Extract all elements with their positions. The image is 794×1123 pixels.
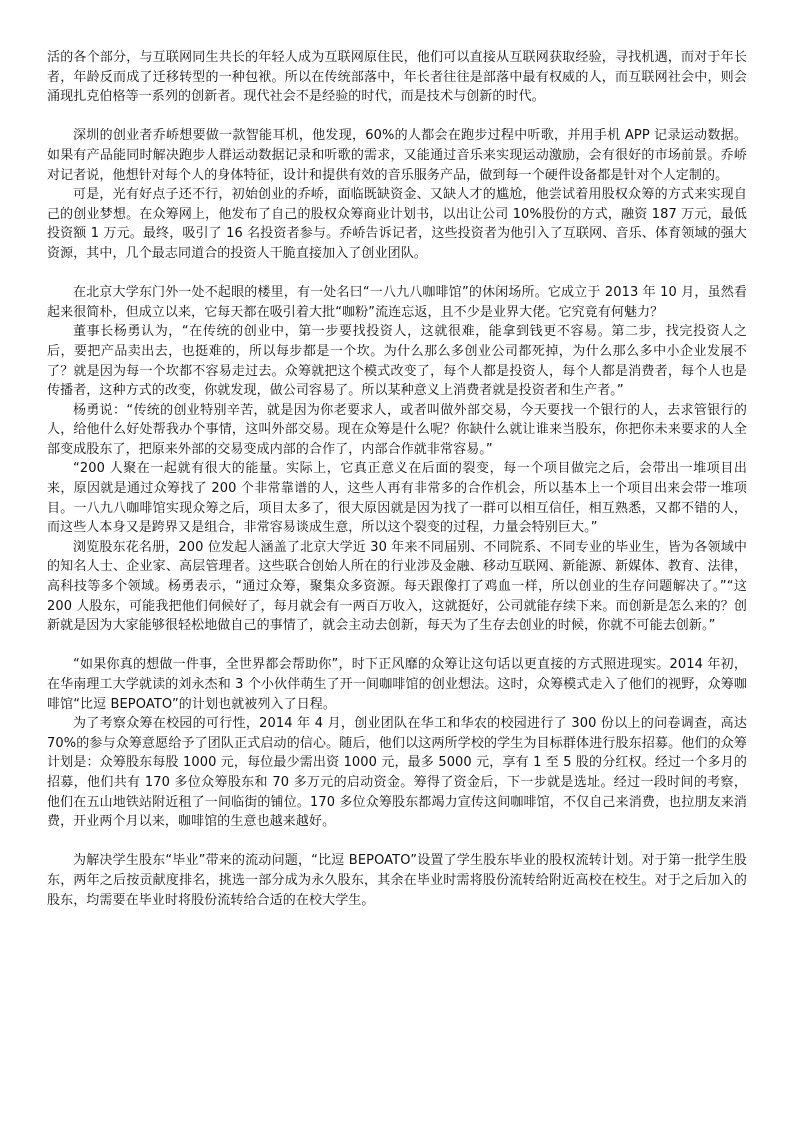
document-page: [47, 48, 747, 910]
paragraph-3: 可是，光有好点子还不行，初始创业的乔峤，面临既缺资金、又缺人才的尴尬，他尝试着用股权众筹的方式来实现自己的创业梦想。在众筹网上，他发布了自己的股权众筹商业计划书，以出让公司 10%股份的方式，融资 187 万元，最低投资额 1 万元。最终，吸引了 16 名投资者参与。乔峤告诉记者，这些投资者为他引入了互联网、音乐、体育领域的强大资源，其中，几个最志同道合的投资人干脆直接加入了创业团队。: [47, 187, 747, 261]
paragraph-1: 活的各个部分，与互联网同生共长的年轻人成为互联网原住民，他们可以直接从互联网获取经验，寻找机遇，而对于年长者，年龄反而成了迁移转型的一种包袱。所以在传统部落中，年长者往往是部落中最有权威的人，而互联网社会中，则会涌现扎克伯格等一系列的创新者。现代社会不是经验的时代，而是技术与创新的时代。: [47, 50, 747, 105]
paragraph-7: “200 人聚在一起就有很大的能量。实际上，它真正意义在后面的裂变，每一个项目做完之后，会带出一堆项目出来，原因就是通过众筹找了 200 个非常靠谱的人，这些人再有非常多的合作机会，所以基本上一个项目出来会带一堆项目。一八九八咖啡馆实现众筹之后，项目太多了，很大原因就是因为找了一群可以相互信任，相互熟悉，又都不错的人，而这些人本身又是跨界又是组合，非常容易谈成生意，所以这个裂变的过程，力量会特别巨大。”: [47, 461, 747, 536]
paragraph-4: 在北京大学东门外一处不起眼的楼里，有一处名曰“一八九八咖啡馆”的休闲场所。它成立于 2013 年 10 月，虽然看起来很简朴，但成立以来，它每天都在吸引着大批“咖粉”流连忘返，且不少是业界大佬。它究竟有何魅力？: [47, 285, 747, 320]
paragraph-11: 为解决学生股东“毕业”带来的流动问题，“比逗 BEPOATO”设置了学生股东毕业的股权流转计划。对于第一批学生股东，两年之后按贡献度排名，挑选一部分成为永久股东，其余在毕业时需将股份流转给附近高校在校生。对于之后加入的股东，均需要在毕业时将股份流转给合适的在校大学生。: [47, 853, 747, 908]
paragraph-5: 董事长杨勇认为，“在传统的创业中，第一步要找投资人，这就很难，能拿到钱更不容易。第二步，找完投资人之后，要把产品卖出去，也挺难的，所以每步都是一个坎。为什么那么多创业公司都死掉，为什么那么多中小企业发展不了？就是因为每一个坎都不容易走过去。众筹就把这个模式改变了，每个人都是投资人，每个人都是消费者，每个人也是传播者，这种方式的改变，你就发现，做公司容易了。所以某种意义上消费者就是投资者和生产者。”: [47, 324, 747, 399]
paragraph-10: 为了考察众筹在校园的可行性，2014 年 4 月，创业团队在华工和华农的校园进行了 300 份以上的问卷调查，高达 70%的参与众筹意愿给予了团队正式启动的信心。随后，他们以这两所学校的学生为目标群体进行股东招募。他们的众筹计划是：众筹股东每股 1000 元，每位最少需出资 1000 元，最多 5000 元，享有 1 至 5 股的分红权。经过一个多月的招募，他们共有 170 多位众筹股东和 70 多万元的启动资金。筹得了资金后，下一步就是选址。经过一段时间的考察，他们在五山地铁站附近租了一间临街的铺位。170 多位众筹股东都竭力宣传这间咖啡馆，不仅自己来消费，也拉朋友来消费，开业两个月以来，咖啡馆的生意也越来越好。: [47, 716, 747, 830]
paragraph-2: 深圳的创业者乔峤想要做一款智能耳机，他发现，60%的人都会在跑步过程中听歌，并用手机 APP 记录运动数据。如果有产品能同时解决跑步人群运动数据记录和听歌的需求，又能通过音乐来实现运动激励，会有很好的市场前景。乔峤对记者说，他想针对每个人的身体特征，设计和提供有效的音乐服务产品，做到每一个硬件设备都是针对个人定制的。: [47, 128, 747, 183]
paragraph-6: 杨勇说：“传统的创业特别辛苦，就是因为你老要求人，或者叫做外部交易，今天要找一个银行的人，去求管银行的人，给他什么好处帮我办个事情，这叫外部交易。现在众筹是什么呢？你缺什么就让谁来当股东，你把你未来要求的人全部变成股东了，把原来外部的交易变成内部的合作了，内部合作就非常容易。”: [47, 402, 747, 457]
paragraph-9: “如果你真的想做一件事，全世界都会帮助你”，时下正风靡的众筹让这句话以更直接的方式照进现实。2014 年初，在华南理工大学就读的刘永杰和 3 个小伙伴萌生了开一间咖啡馆的创业想法。这时，众筹模式走入了他们的视野，众筹咖啡馆“比逗 BEPOATO”的计划也就被列入了日程。: [47, 657, 747, 712]
paragraph-8: 浏览股东花名册，200 位发起人涵盖了北京大学近 30 年来不同届别、不同院系、不同专业的毕业生，皆为各领域中的知名人士、企业家、高层管理者。这些联合创始人所在的行业涉及金融、移动互联网、新能源、新媒体、教育、法律，高科技等多个领域。杨勇表示，“通过众筹，聚集众多资源。每天跟像打了鸡血一样，所以创业的生存问题解决了。”“这 200 人股东，可能我把他们伺候好了，每月就会有一两百万收入，这就挺好，公司就能存续下来。而创新是怎么来的？创新就是因为大家能够很轻松地做自己的事情了，就会主动去创新，每天为了生存去创业的时候，你就不可能去创新。”: [47, 539, 747, 634]
